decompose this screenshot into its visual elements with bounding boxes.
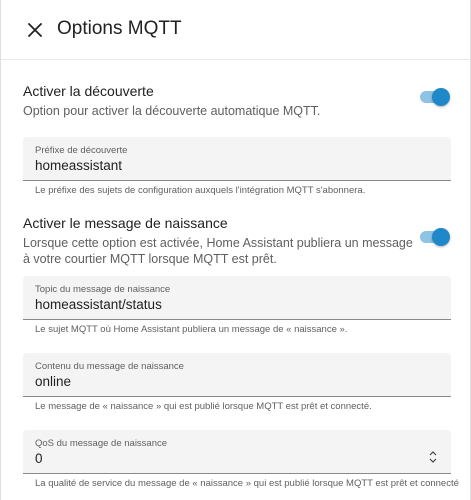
birth-topic-label: Topic du message de naissance bbox=[35, 284, 171, 295]
close-button[interactable] bbox=[25, 20, 45, 40]
discovery-switch[interactable] bbox=[420, 88, 450, 106]
birth-payload-helper: Le message de « naissance » qui est publié lorsque MQTT est prêt et connecté. bbox=[35, 401, 372, 412]
discovery-toggle-title: Activer la découverte bbox=[23, 83, 154, 99]
dialog-header bbox=[1, 0, 470, 60]
discovery-toggle-description: Option pour activer la découverte automatique MQTT. bbox=[23, 104, 321, 118]
close-icon bbox=[28, 23, 42, 37]
switch-thumb bbox=[432, 228, 450, 246]
birth-topic-field[interactable] bbox=[23, 276, 451, 320]
discovery-prefix-label: Préfixe de découverte bbox=[35, 145, 128, 156]
birth-topic-input[interactable]: homeassistant/status bbox=[35, 297, 162, 312]
discovery-prefix-field[interactable] bbox=[23, 137, 451, 181]
birth-toggle-title: Activer le message de naissance bbox=[23, 215, 228, 231]
birth-topic-helper: Le sujet MQTT où Home Assistant publiera un message de « naissance ». bbox=[35, 324, 348, 335]
switch-thumb bbox=[432, 88, 450, 106]
birth-payload-field[interactable] bbox=[23, 353, 451, 397]
birth-qos-label: QoS du message de naissance bbox=[35, 438, 168, 449]
number-spinner-icon[interactable] bbox=[429, 450, 437, 464]
birth-qos-field[interactable] bbox=[23, 430, 451, 474]
birth-qos-helper: La qualité de service du message de « naissance » qui est publié lorsque MQTT est prêt et connecté bbox=[35, 478, 459, 489]
birth-payload-label: Contenu du message de naissance bbox=[35, 361, 184, 372]
birth-toggle-description: Lorsque cette option est activée, Home Assistant publiera un message à votre courtier MQTT lorsque MQTT est prêt. bbox=[23, 236, 413, 266]
birth-toggle-row bbox=[23, 214, 450, 267]
dialog-title: Options MQTT bbox=[57, 18, 182, 39]
discovery-prefix-input[interactable]: homeassistant bbox=[35, 158, 123, 173]
birth-payload-input[interactable]: online bbox=[35, 374, 72, 389]
discovery-prefix-helper: Le préfixe des sujets de configuration auxquels l'intégration MQTT s'abonnera. bbox=[35, 185, 366, 196]
birth-switch[interactable] bbox=[420, 228, 450, 246]
discovery-toggle-row bbox=[23, 82, 450, 119]
birth-qos-input[interactable]: 0 bbox=[35, 451, 43, 466]
